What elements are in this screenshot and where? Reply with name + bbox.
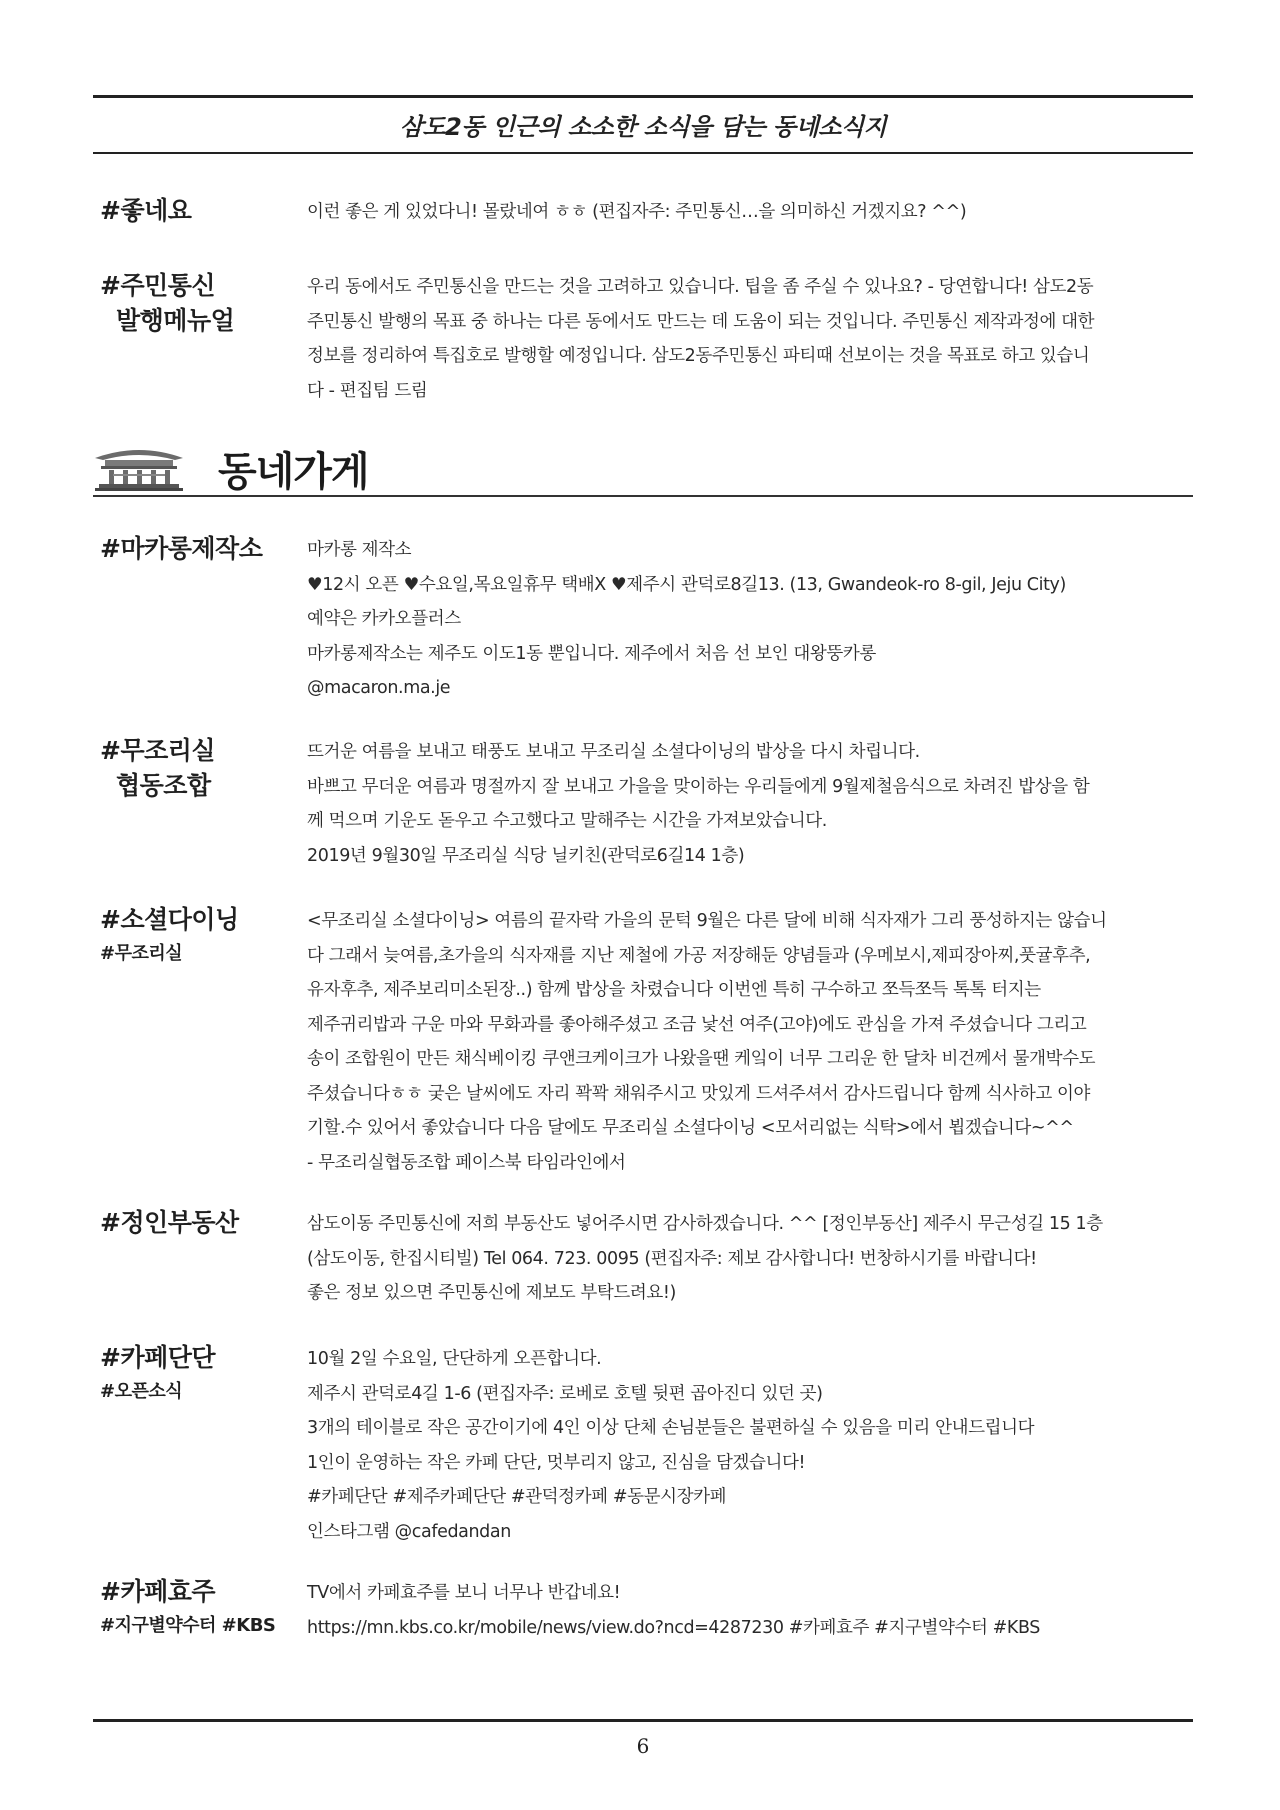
entry-tag: #정인부동산 bbox=[100, 1208, 239, 1237]
page-number: 6 bbox=[636, 1734, 650, 1758]
entry-tag-line2: 발행메뉴얼 bbox=[116, 306, 235, 335]
entry-line: - 무조리실협동조합 페이스북 타임라인에서 bbox=[307, 1152, 626, 1173]
entry-line: 1인이 운영하는 작은 카페 단단, 멋부리지 않고, 진심을 담겠습니다! bbox=[307, 1452, 806, 1473]
entry-body bbox=[307, 904, 1187, 1180]
entry-line: 다 - 편집팀 드림 bbox=[307, 380, 428, 401]
entry-line: TV에서 카페효주를 보니 너무나 반갑네요! bbox=[307, 1583, 621, 1603]
entry-body bbox=[307, 270, 1187, 408]
entry-subtag: #지구별약수터 #KBS bbox=[100, 1615, 276, 1636]
section-rule bbox=[93, 495, 1193, 497]
entry-body bbox=[307, 195, 1187, 230]
entry-line: 주셨습니다ㅎㅎ 궂은 날씨에도 자리 꽉꽉 채워주시고 맛있게 드셔주셔서 감사드립니다 함께 식사하고 이야 bbox=[307, 1083, 1091, 1104]
entry-line: 3개의 테이블로 작은 공간이기에 4인 이상 단체 손님분들은 불편하실 수 있음을 미리 안내드립니다 bbox=[307, 1418, 1035, 1438]
section-header bbox=[93, 440, 1193, 496]
entry-body bbox=[307, 1576, 1187, 1645]
entry-line: @macaron.ma.je bbox=[307, 678, 451, 698]
entry-body bbox=[307, 1207, 1187, 1311]
entry-line: 께 먹으며 기운도 돋우고 수고했다고 말해주는 시간을 가져보았습니다. bbox=[307, 811, 827, 831]
entry-line: 2019년 9월30일 무조리실 식당 닐키친(관덕로6길14 1층) bbox=[307, 845, 745, 866]
entry-line: 기할.수 있어서 좋았습니다 다음 달에도 무조리실 소셜다이닝 <모서리없는 식탁>에서 뵙겠습니다~^^ bbox=[307, 1118, 1074, 1138]
entry-line: <무조리실 소셜다이닝> 여름의 끝자락 가을의 문턱 9월은 다른 달에 비해 식자재가 그리 풍성하지는 않습니 bbox=[307, 911, 1107, 931]
entry-line: 정보를 정리하여 특집호로 발행할 예정입니다. 삼도2동주민통신 파티때 선보이는 것을 목표로 하고 있습니 bbox=[307, 346, 1090, 366]
entry-line: 제주귀리밥과 구운 마와 무화과를 좋아해주셨고 조금 낯선 여주(고야)에도 관심을 가져 주셨습니다 그리고 bbox=[307, 1014, 1087, 1035]
entry-line: 송이 조합원이 만든 채식베이킹 쿠앤크케이크가 나왔을땐 케잌이 너무 그리운 한 달차 비건께서 물개박수도 bbox=[307, 1049, 1096, 1069]
entry-line: 우리 동에서도 주민통신을 만드는 것을 고려하고 있습니다. 팁을 좀 주실 수 있나요? - 당연합니다! 삼도2동 bbox=[307, 277, 1094, 297]
entry-line: 바쁘고 무더운 여름과 명절까지 잘 보내고 가을을 맞이하는 우리들에게 9월제철음식으로 차려진 밥상을 함 bbox=[307, 776, 1090, 797]
entry-body bbox=[307, 533, 1187, 706]
entry-body bbox=[307, 735, 1187, 873]
entry-tag: #카페단단 bbox=[100, 1343, 216, 1372]
entry-line: 마카롱 제작소 bbox=[307, 540, 412, 560]
entry-line: 이런 좋은 게 있었다니! 몰랐네여 ㅎㅎ (편집자주: 주민통신…을 의미하신 거겠지요? ^^) bbox=[307, 202, 967, 222]
kbs-link[interactable]: https://mn.kbs.co.kr/mobile/news/view.do?ncd=4287230 #카페효주 #지구별약수터 #KBS bbox=[307, 1617, 1040, 1638]
entry-body bbox=[307, 1342, 1187, 1549]
entry-line: 주민통신 발행의 목표 중 하나는 다른 동에서도 만드는 데 도움이 되는 것입니다. 주민통신 제작과정에 대한 bbox=[307, 311, 1095, 332]
entry-subtag: #오픈소식 bbox=[100, 1381, 183, 1402]
entry-tag: #좋네요 bbox=[100, 196, 192, 225]
subtitle-rule bbox=[93, 152, 1193, 154]
entry-line: 유자후추, 제주보리미소된장..) 함께 밥상을 차렸습니다 이번엔 특히 구수하고 쪼득쪼득 톡톡 터지는 bbox=[307, 980, 1041, 1000]
entry-tag: #마카롱제작소 bbox=[100, 534, 263, 563]
entry-line: 좋은 정보 있으면 주민통신에 제보도 부탁드려요!) bbox=[307, 1283, 676, 1303]
entry-line: ♥12시 오픈 ♥수요일,목요일휴무 택배X ♥제주시 관덕로8길13. (13, Gwandeok-ro 8-gil, Jeju City) bbox=[307, 574, 1066, 595]
newsletter-subtitle: 삼도2동 인근의 소소한 소식을 담는 동네소식지 bbox=[399, 113, 887, 141]
entry-line: 다 그래서 늦여름,초가을의 식자재를 지난 제철에 가공 저장해둔 양념들과 (우메보시,제피장아찌,풋귤후추, bbox=[307, 945, 1091, 966]
top-rule bbox=[93, 95, 1193, 98]
entry-line: 마카롱제작소는 제주도 이도1동 뿐입니다. 제주에서 처음 선 보인 대왕뚱카롱 bbox=[307, 643, 876, 664]
entry-line: 예약은 카카오플러스 bbox=[307, 609, 461, 629]
entry-subtag: #무조리실 bbox=[100, 943, 183, 964]
entry-tag: #소셜다이닝 bbox=[100, 905, 239, 934]
entry-tag: #주민통신 bbox=[100, 271, 216, 300]
entry-tag: #카페효주 bbox=[100, 1577, 216, 1606]
entry-line: 뜨거운 여름을 보내고 태풍도 보내고 무조리실 소셜다이닝의 밥상을 다시 차립니다. bbox=[307, 742, 920, 762]
entry-line: 인스타그램 @cafedandan bbox=[307, 1521, 511, 1542]
bottom-rule bbox=[93, 1719, 1193, 1722]
entry-line: 10월 2일 수요일, 단단하게 오픈합니다. bbox=[307, 1349, 602, 1369]
entry-line: #카페단단 #제주카페단단 #관덕정카페 #동문시장카페 bbox=[307, 1487, 727, 1507]
entry-line: 제주시 관덕로4길 1-6 (편집자주: 로베로 호텔 뒷편 곱아진디 있던 곳) bbox=[307, 1383, 823, 1404]
pavilion-icon bbox=[93, 444, 185, 492]
entry-line: 삼도이동 주민통신에 저희 부동산도 넣어주시면 감사하겠습니다. ^^ [정인부동산] 제주시 무근성길 15 1층 bbox=[307, 1214, 1103, 1234]
entry-tag-line2: 협동조합 bbox=[116, 771, 211, 800]
entry-tag: #무조리실 bbox=[100, 736, 216, 765]
section-title: 동네가게 bbox=[218, 449, 369, 495]
entry-line: (삼도이동, 한집시티빌) Tel 064. 723. 0095 (편집자주: 제보 감사합니다! 번창하시기를 바랍니다! bbox=[307, 1248, 1037, 1269]
